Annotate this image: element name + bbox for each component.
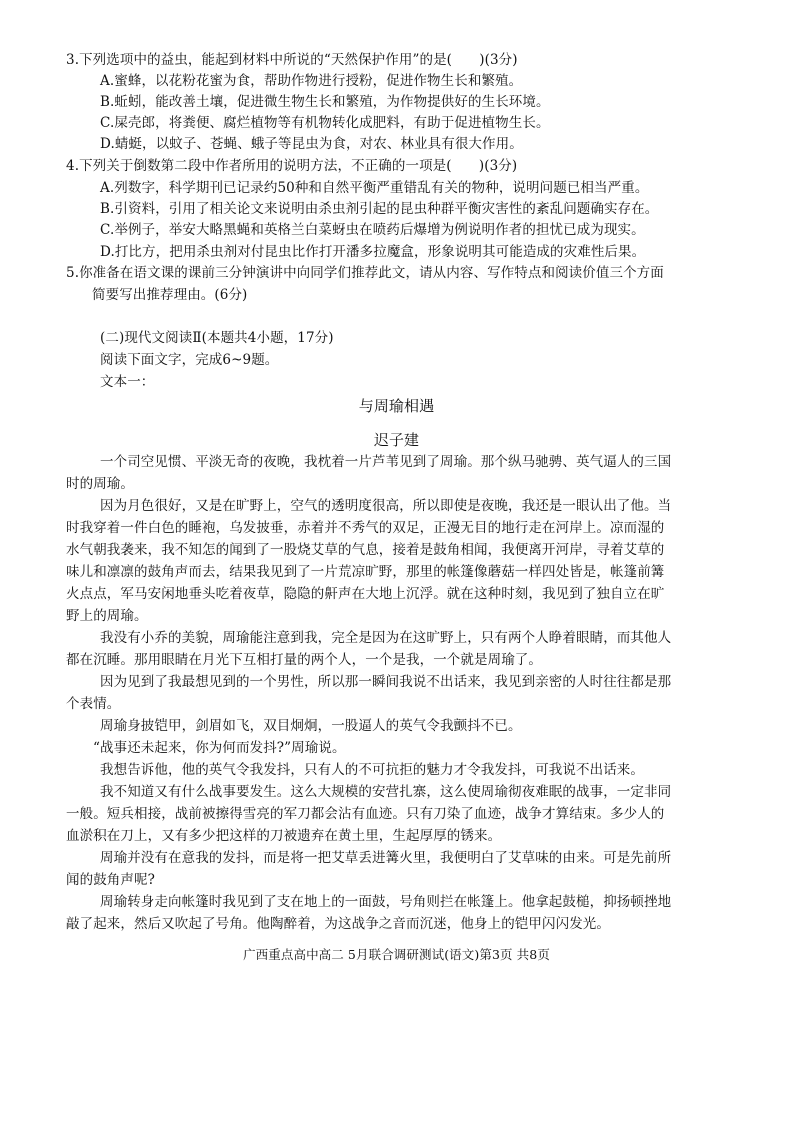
question-3-option-c: C.屎壳郎，将粪便、腐烂植物等有机物转化成肥料，有助于促进植物生长。 [100,115,550,131]
article-author: 迟子建 [373,431,420,449]
section-heading: (二)现代文阅读Ⅱ(本题共4小题，17分) [100,330,334,346]
article-line: 我不知道又有什么战事要发生。这么大规模的安营扎寨，这么使周瑜彻夜难眠的战事，一定非同 [100,784,672,800]
article-line: 火点点，军马安闲地垂头吃着夜草，隐隐的鼾声在大地上沉浮。就在这种时刻，我见到了独自立在旷 [66,586,665,602]
article-line: 周瑜身披铠甲，剑眉如飞，双目炯炯，一股逼人的英气令我颤抖不已。 [100,718,522,734]
article-line: 周瑜并没有在意我的发抖，而是将一把艾草丢进篝火里，我便明白了艾草味的由来。可是先前所 [100,850,672,866]
article-line: 因为月色很好，又是在旷野上，空气的透明度很高，所以即使是夜晚，我还是一眼认出了他。当 [100,498,672,514]
article-line: 个表情。 [66,696,121,712]
article-line: 水气朝我袭来，我不知怎的闻到了一股烧艾草的气息，接着是鼓角相闻，我便离开河岸，寻着艾草的 [66,542,665,558]
question-4-option-c: C.举例子，举安大略黑蝇和英格兰白菜蚜虫在喷药后爆增为例说明作者的担忧已成为现实。 [100,222,645,238]
article-line: 闻的鼓角声呢? [66,872,155,888]
article-line: 血淤积在刀上，又有多少把这样的刀被遗弃在黄土里，生起厚厚的锈来。 [66,828,502,844]
article-line: 时的周瑜。 [66,476,134,492]
question-3-stem: 3.下列选项中的益虫，能起到材料中所说的“天然保护作用”的是( )(3分) [66,52,518,68]
text-label: 文本一： [100,374,155,390]
question-5-line-2: 简要写出推荐理由。(6分) [92,287,248,303]
question-5-line-1: 5.你准备在语文课的课前三分钟演讲中向同学们推荐此文，请从内容、写作特点和阅读价值三个方面 [66,265,664,281]
article-title: 与周瑜相遇 [358,397,435,415]
article-line: 我没有小乔的美貌，周瑜能注意到我，完全是因为在这旷野上，只有两个人睁着眼睛，而其他人 [100,630,672,646]
question-4-option-a: A.列数字，科学期刊已记录约50种和自然平衡严重错乱有关的物种，说明问题已相当严重。 [100,180,649,196]
article-line: 我想告诉他，他的英气令我发抖，只有人的不可抗拒的魅力才令我发抖，可我说不出话来。 [100,762,644,778]
article-line: 一个司空见惯、平淡无奇的夜晚，我枕着一片芦苇见到了周瑜。那个纵马驰骋、英气逼人的三国 [100,454,672,470]
question-3-option-a: A.蜜蜂，以花粉花蜜为食，帮助作物进行授粉，促进作物生长和繁殖。 [100,73,523,89]
article-line: 味儿和凛凛的鼓角声而去，结果我见到了一片荒凉旷野，那里的帐篷像蘑菇一样四处皆是，帐篷前篝 [66,564,665,580]
article-line: 都在沉睡。那用眼睛在月光下互相打量的两个人，一个是我，一个就是周瑜了。 [66,652,542,668]
question-3-option-b: B.蚯蚓，能改善土壤，促进微生物生长和繁殖，为作物提供好的生长环境。 [100,94,550,110]
article-line: “战事还未起来，你为何而发抖?”周瑜说。 [93,740,346,756]
question-4-option-d: D.打比方，把用杀虫剂对付昆虫比作打开潘多拉魔盒，形象说明其可能造成的灾难性后果。 [100,244,646,260]
article-line: 因为见到了我最想见到的一个男性，所以那一瞬间我说不出话来，我见到亲密的人时往往都是那 [100,674,672,690]
article-line: 时我穿着一件白色的睡袍，乌发披垂，赤着并不秀气的双足，正漫无目的地行走在河岸上。凉而湿的 [66,520,665,536]
page-footer: 广西重点高中高二 5月联合调研测试(语文)第3页 共8页 [243,947,550,962]
question-4-stem: 4.下列关于倒数第二段中作者所用的说明方法，不正确的一项是( )(3分) [66,158,518,174]
article-line: 野上的周瑜。 [66,608,148,624]
article-line: 敲了起来，然后又吹起了号角。他陶醉着，为这战争之音而沉迷，他身上的铠甲闪闪发光。 [66,916,610,932]
question-4-option-b: B.引资料，引用了相关论文来说明由杀虫剂引起的昆虫种群平衡灾害性的紊乱问题确实存在。 [100,201,659,217]
section-instruction: 阅读下面文字，完成6~9题。 [100,352,279,368]
article-line: 周瑜转身走向帐篷时我见到了支在地上的一面鼓，号角则拦在帐篷上。他拿起鼓槌，抑扬顿挫地 [100,894,672,910]
article-line: 一般。短兵相接，战前被擦得雪亮的军刀都会沾有血迹。只有刀染了血迹，战争才算结束。多少人的 [66,806,665,822]
question-3-option-d: D.蜻蜓，以蚊子、苍蝇、蛾子等昆虫为食，对农、林业具有很大作用。 [100,136,523,152]
